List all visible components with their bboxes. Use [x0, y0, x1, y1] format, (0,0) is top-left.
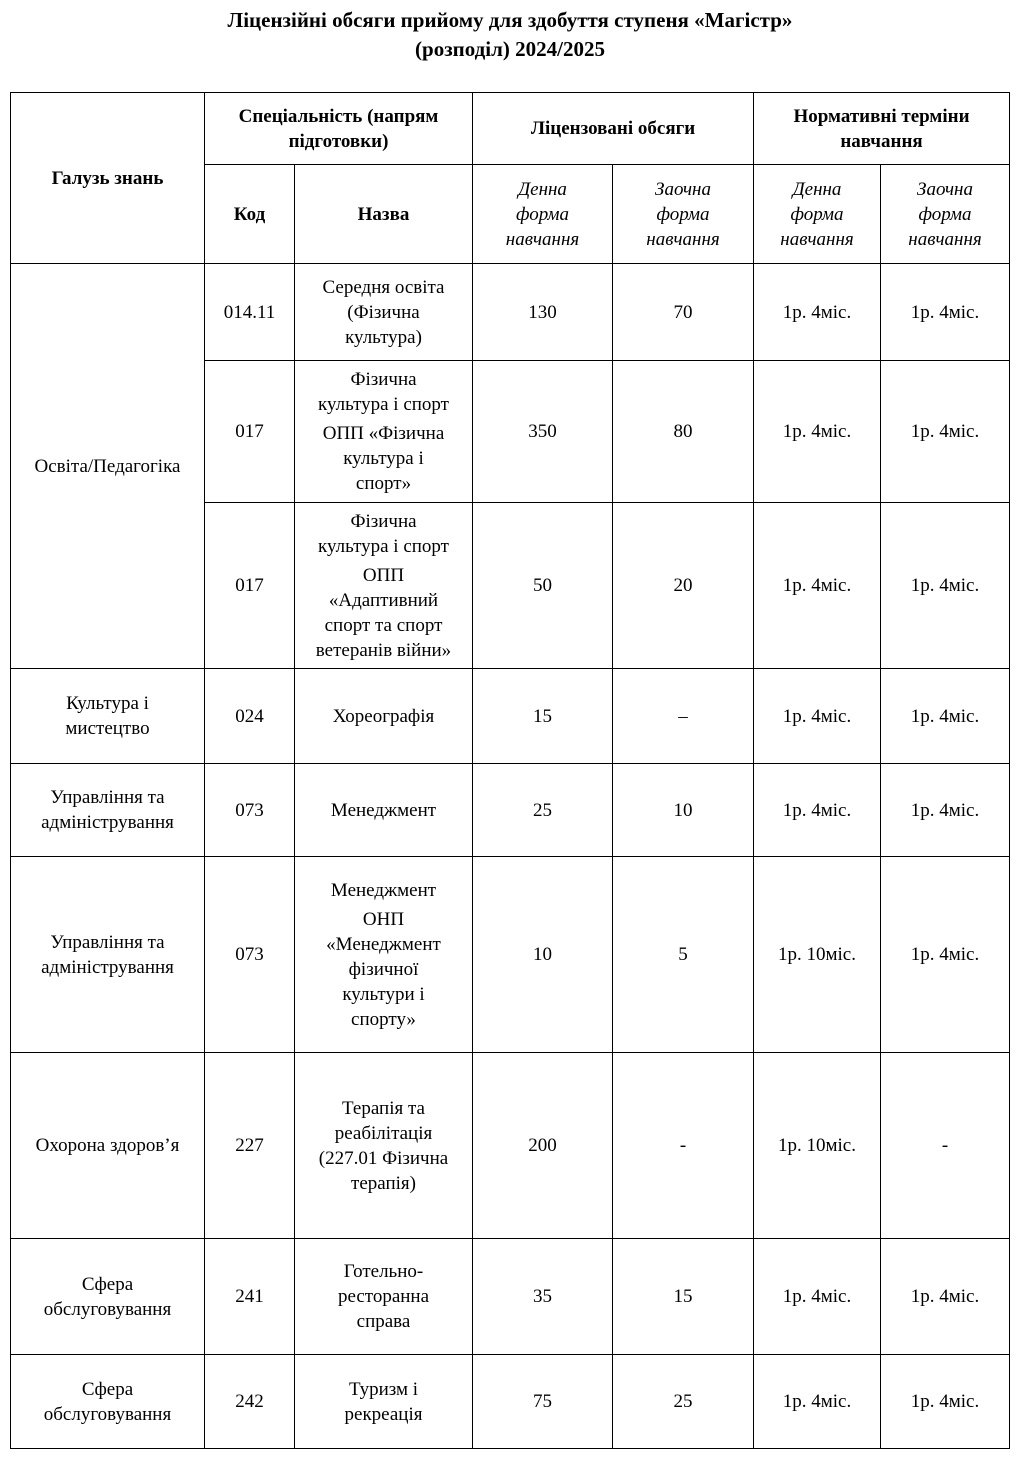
- extramural-volume-cell: 25: [613, 1355, 754, 1449]
- code-cell: 017: [205, 361, 295, 503]
- table-row: [11, 1053, 1010, 1239]
- day-volume-cell: 10: [473, 857, 613, 1053]
- header-row-top: [11, 93, 1010, 165]
- name-cell: Готельно- ресторанна справа: [295, 1239, 473, 1355]
- title-line-1: Ліцензійні обсяги прийому для здобуття ступеня «Магістр»: [227, 8, 793, 32]
- header-extramural-licensed: Заочна форма навчання: [613, 165, 754, 264]
- table-row: [11, 764, 1010, 857]
- extramural-volume-cell: 70: [613, 264, 754, 361]
- day-term-cell: 1р. 10міс.: [754, 857, 881, 1053]
- day-volume-cell: 75: [473, 1355, 613, 1449]
- day-term-cell: 1р. 4міс.: [754, 669, 881, 764]
- table-row: [11, 669, 1010, 764]
- field-cell: Сфера обслуговування: [11, 1239, 205, 1355]
- code-cell: 073: [205, 764, 295, 857]
- day-volume-cell: 25: [473, 764, 613, 857]
- day-volume-cell: 50: [473, 503, 613, 669]
- header-study-terms: Нормативні терміни навчання: [754, 93, 1010, 165]
- extramural-term-cell: 1р. 4міс.: [881, 669, 1010, 764]
- day-term-cell: 1р. 4міс.: [754, 264, 881, 361]
- day-volume-cell: 130: [473, 264, 613, 361]
- extramural-term-cell: 1р. 4міс.: [881, 1239, 1010, 1355]
- extramural-term-cell: 1р. 4міс.: [881, 503, 1010, 669]
- title-line-2: (розподіл) 2024/2025: [415, 37, 605, 61]
- header-day-licensed: Денна форма навчання: [473, 165, 613, 264]
- extramural-term-cell: 1р. 4міс.: [881, 264, 1010, 361]
- day-term-cell: 1р. 4міс.: [754, 764, 881, 857]
- day-volume-cell: 350: [473, 361, 613, 503]
- document-title: [0, 6, 1020, 64]
- name-cell: Менеджмент ОНП «Менеджмент фізичної культури і спорту»: [295, 857, 473, 1053]
- name-cell: Хореографія: [295, 669, 473, 764]
- name-cell: Терапія та реабілітація (227.01 Фізична терапія): [295, 1053, 473, 1239]
- extramural-volume-cell: 80: [613, 361, 754, 503]
- field-cell: Культура і мистецтво: [11, 669, 205, 764]
- name-cell: Менеджмент: [295, 764, 473, 857]
- field-cell: Освіта/Педагогіка: [11, 264, 205, 669]
- extramural-term-cell: 1р. 4міс.: [881, 1355, 1010, 1449]
- day-volume-cell: 15: [473, 669, 613, 764]
- name-cell: Середня освіта (Фізична культура): [295, 264, 473, 361]
- extramural-volume-cell: 5: [613, 857, 754, 1053]
- day-volume-cell: 200: [473, 1053, 613, 1239]
- day-volume-cell: 35: [473, 1239, 613, 1355]
- day-term-cell: 1р. 4міс.: [754, 1355, 881, 1449]
- code-cell: 014.11: [205, 264, 295, 361]
- name-cell: Фізична культура і спорт ОПП «Фізична культура і спорт»: [295, 361, 473, 503]
- day-term-cell: 1р. 4міс.: [754, 503, 881, 669]
- extramural-volume-cell: –: [613, 669, 754, 764]
- header-code: Код: [205, 165, 295, 264]
- header-name: Назва: [295, 165, 473, 264]
- extramural-volume-cell: 10: [613, 764, 754, 857]
- day-term-cell: 1р. 4міс.: [754, 361, 881, 503]
- field-cell: Охорона здоров’я: [11, 1053, 205, 1239]
- extramural-term-cell: 1р. 4міс.: [881, 764, 1010, 857]
- extramural-volume-cell: 20: [613, 503, 754, 669]
- day-term-cell: 1р. 10міс.: [754, 1053, 881, 1239]
- code-cell: 242: [205, 1355, 295, 1449]
- code-cell: 241: [205, 1239, 295, 1355]
- header-day-terms: Денна форма навчання: [754, 165, 881, 264]
- extramural-volume-cell: -: [613, 1053, 754, 1239]
- header-specialty: Спеціальність (напрям підготовки): [205, 93, 473, 165]
- name-cell: Туризм і рекреація: [295, 1355, 473, 1449]
- table-row: [11, 857, 1010, 1053]
- day-term-cell: 1р. 4міс.: [754, 1239, 881, 1355]
- header-licensed-volumes: Ліцензовані обсяги: [473, 93, 754, 165]
- code-cell: 073: [205, 857, 295, 1053]
- admissions-table: [10, 92, 1010, 1449]
- extramural-term-cell: 1р. 4міс.: [881, 361, 1010, 503]
- extramural-term-cell: 1р. 4міс.: [881, 857, 1010, 1053]
- extramural-term-cell: -: [881, 1053, 1010, 1239]
- table-row: [11, 1355, 1010, 1449]
- code-cell: 227: [205, 1053, 295, 1239]
- field-cell: Сфера обслуговування: [11, 1355, 205, 1449]
- code-cell: 017: [205, 503, 295, 669]
- name-cell: Фізична культура і спорт ОПП «Адаптивний спорт та спорт ветеранів війни»: [295, 503, 473, 669]
- field-cell: Управління та адміністрування: [11, 857, 205, 1053]
- extramural-volume-cell: 15: [613, 1239, 754, 1355]
- table-row: [11, 1239, 1010, 1355]
- code-cell: 024: [205, 669, 295, 764]
- header-extramural-terms: Заочна форма навчання: [881, 165, 1010, 264]
- header-field: Галузь знань: [11, 93, 205, 264]
- field-cell: Управління та адміністрування: [11, 764, 205, 857]
- table-row: [11, 264, 1010, 361]
